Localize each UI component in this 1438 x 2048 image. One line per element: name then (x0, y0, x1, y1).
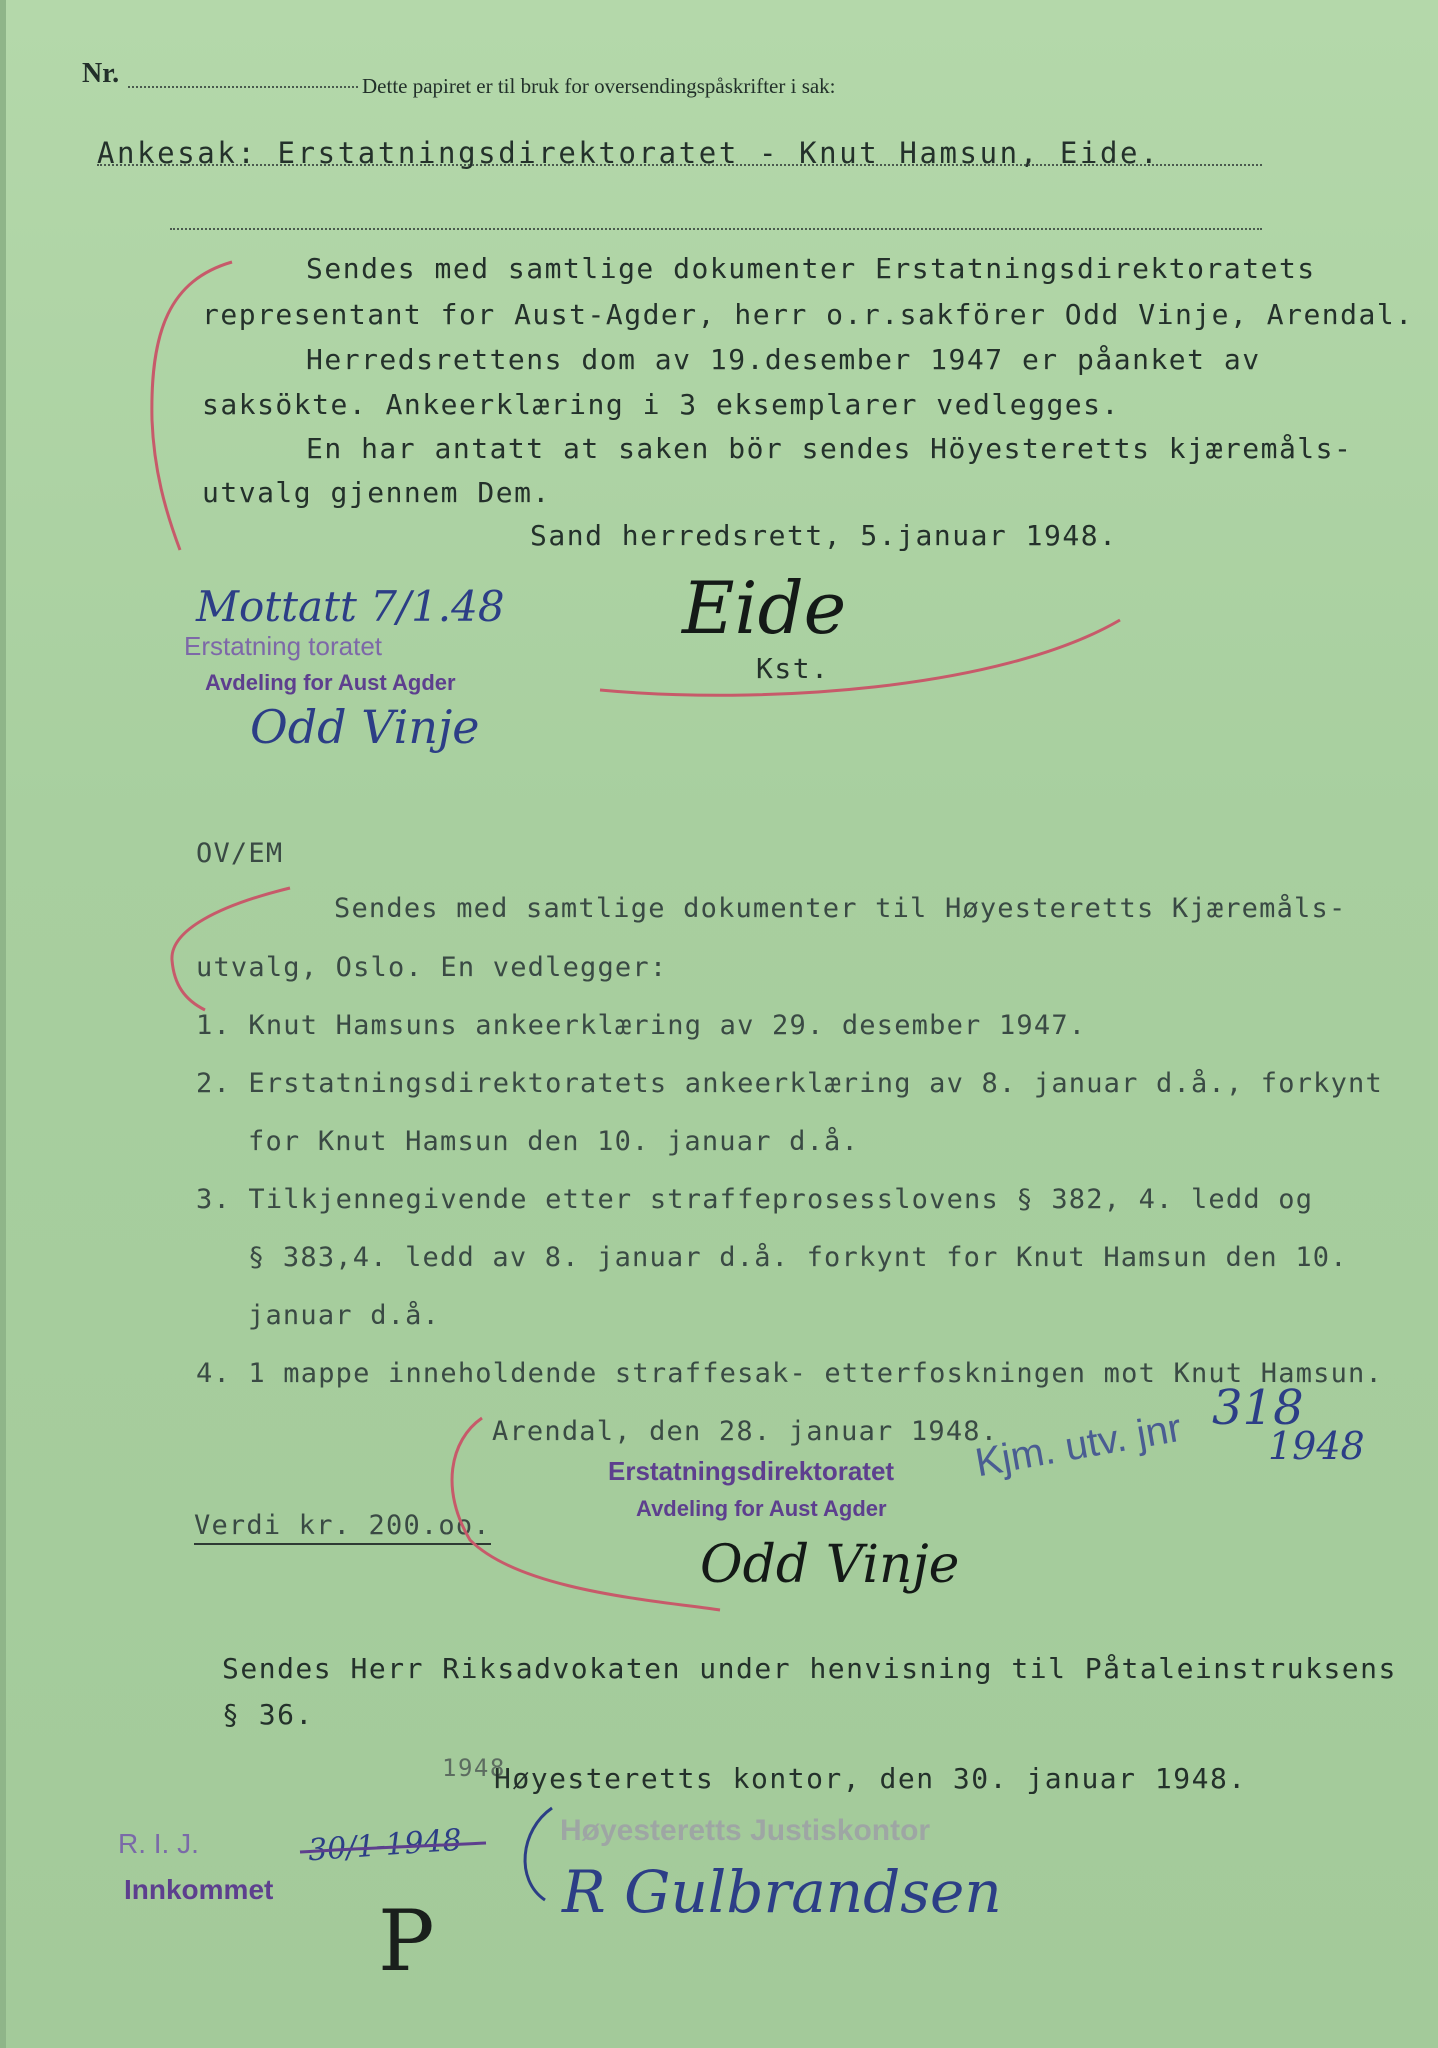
s1-line-1: Sendes med samtlige dokumenter Erstatningsdirektoratets (306, 252, 1316, 285)
s2-intro-2: utvalg, Oslo. En vedlegger: (196, 952, 668, 983)
received-signature: Odd Vinje (250, 700, 480, 754)
s2-item-2-line-2: for Knut Hamsun den 10. januar d.å. (248, 1126, 859, 1157)
s2-place-date: Arendal, den 28. januar 1948. (492, 1416, 999, 1447)
margin-stamp-line-2: Innkommet (124, 1874, 274, 1905)
s1-line-5: En har antatt at saken bör sendes Höyesteretts kjæremåls- (306, 432, 1353, 465)
case-line: Ankesak: Erstatningsdirektoratet - Knut Hamsun, Eide. (97, 136, 1161, 170)
s3-line-1: Sendes Herr Riksadvokaten under henvisning til Påtaleinstruksens (222, 1652, 1397, 1685)
second-dotted-line (170, 228, 1262, 230)
s2-item-3-line-3: januar d.å. (248, 1300, 441, 1331)
s2-item-1: 1. Knut Hamsuns ankeerklæring av 29. desember 1947. (196, 1010, 1087, 1041)
nr-dotted-line (128, 86, 358, 88)
s1-line-4: saksökte. Ankeerklæring i 3 eksemplarer vedlegges. (202, 388, 1120, 421)
s2-item-3-line-2: § 383,4. ledd av 8. januar d.å. forkynt for Knut Hamsun den 10. (248, 1242, 1348, 1273)
nr-label: Nr. (82, 58, 120, 89)
s2-intro-1: Sendes med samtlige dokumenter til Høyesteretts Kjæremåls- (334, 893, 1347, 924)
s2-stamp-line-1: Erstatningsdirektoratet (608, 1456, 895, 1486)
margin-date: 30/1-1948 (306, 1822, 463, 1869)
form-note: Dette papiret er til bruk for oversendingspåskrifter i sak: (362, 74, 836, 98)
received-handwritten: Mottatt 7/1.48 (196, 582, 505, 631)
s2-stamp-line-2: Avdeling for Aust Agder (636, 1496, 887, 1521)
s2-item-3-line-1: 3. Tilkjennegivende etter straffeprosesslovens § 382, 4. ledd og (196, 1184, 1314, 1215)
page-edge (0, 0, 6, 2048)
s2-item-2-line-1: 2. Erstatningsdirektoratets ankeerklæring av 8. januar d.å., forkynt (196, 1068, 1383, 1099)
registry-stamp: Kjm. utv. jnr (972, 1405, 1185, 1486)
s3-signature: R Gulbrandsen (562, 1858, 1002, 1926)
s1-line-2: representant for Aust-Agder, herr o.r.sakförer Odd Vinje, Arendal. (202, 298, 1414, 331)
margin-mark: P (378, 1892, 435, 1990)
case-dotted-line (97, 164, 1262, 166)
s2-signature: Odd Vinje (700, 1535, 960, 1595)
s2-item-4: 4. 1 mappe inneholdende straffesak- etterfoskningen mot Knut Hamsun. (196, 1358, 1383, 1389)
registry-number: 318 (1212, 1380, 1304, 1436)
s2-ref: OV/EM (196, 838, 284, 869)
s1-place-date: Sand herredsrett, 5.januar 1948. (530, 519, 1118, 552)
s1-signature: Eide (682, 566, 847, 650)
s3-faded-number: 1948 (442, 1754, 506, 1782)
registry-year: 1948 (1268, 1424, 1365, 1468)
s1-signature-title: Kst. (756, 652, 830, 685)
s3-place-date: Høyesteretts kontor, den 30. januar 1948. (494, 1762, 1247, 1795)
margin-stamp-line-1: R. I. J. (118, 1828, 199, 1859)
s1-line-6: utvalg gjennem Dem. (202, 476, 551, 509)
received-stamp-line-2: Avdeling for Aust Agder (205, 670, 456, 695)
received-stamp-line-1: Erstatning toratet (184, 631, 382, 661)
s3-faded-stamp: Høyesteretts Justiskontor (560, 1814, 931, 1847)
s3-line-2: § 36. (222, 1698, 314, 1731)
s2-value: Verdi kr. 200.oo. (194, 1510, 491, 1545)
s1-line-3: Herredsrettens dom av 19.desember 1947 er påanket av (306, 343, 1261, 376)
